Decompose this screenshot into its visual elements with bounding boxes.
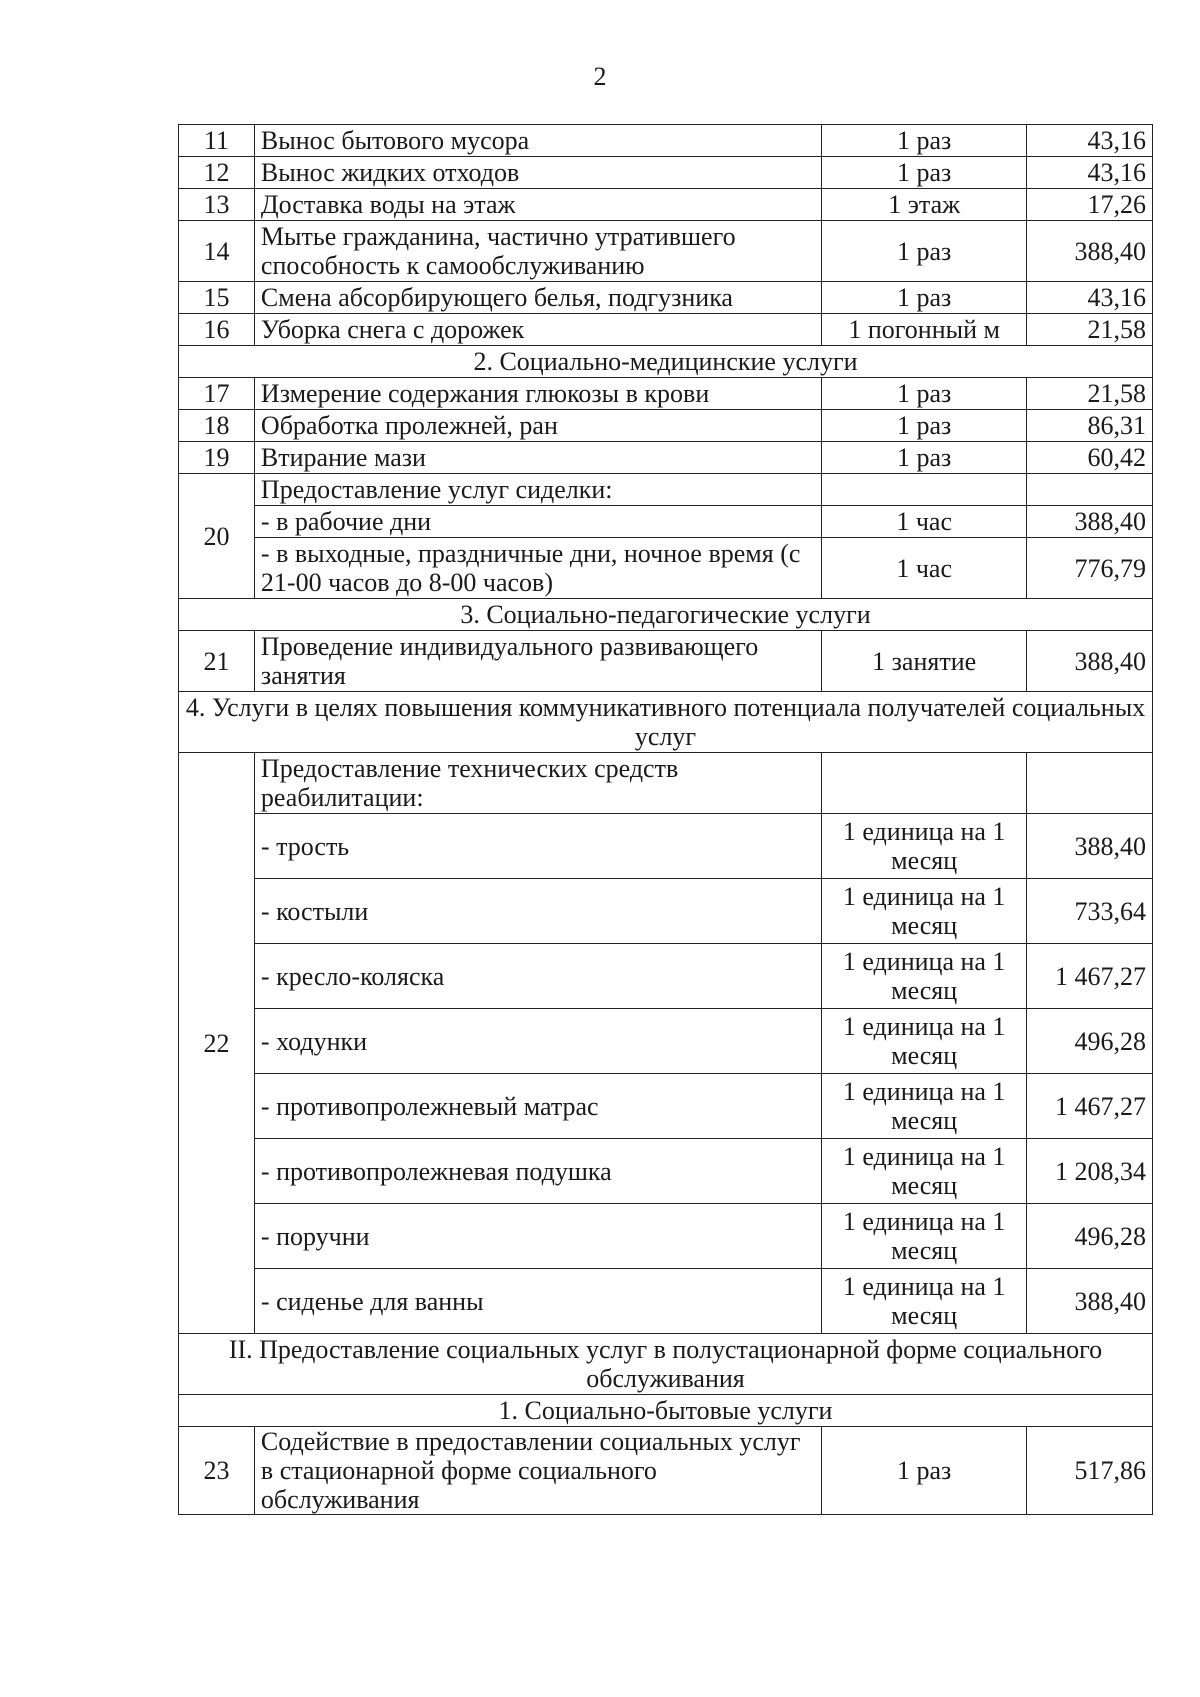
service-unit: 1 единица на 1 месяц xyxy=(822,879,1027,944)
service-price: 496,28 xyxy=(1027,1009,1153,1074)
table-row xyxy=(179,814,1153,879)
service-price: 517,86 xyxy=(1027,1427,1153,1515)
section-row xyxy=(179,599,1153,631)
service-name: Измерение содержания глюкозы в крови xyxy=(254,378,821,410)
row-number: 17 xyxy=(179,378,255,410)
service-unit: 1 единица на 1 месяц xyxy=(822,814,1027,879)
row-number: 11 xyxy=(179,125,255,157)
table-row xyxy=(179,282,1153,314)
row-number: 12 xyxy=(179,157,255,189)
table-row xyxy=(179,631,1153,692)
service-price: 86,31 xyxy=(1027,410,1153,442)
service-unit: 1 единица на 1 месяц xyxy=(822,1139,1027,1204)
section-heading: 1. Социально-бытовые услуги xyxy=(179,1395,1153,1427)
section-row xyxy=(179,1395,1153,1427)
row-number: 22 xyxy=(179,753,255,1334)
service-unit: 1 раз xyxy=(822,125,1027,157)
service-name: Вынос бытового мусора xyxy=(254,125,821,157)
table-row xyxy=(179,506,1153,538)
row-number: 15 xyxy=(179,282,255,314)
table-row xyxy=(179,189,1153,221)
service-unit: 1 раз xyxy=(822,1427,1027,1515)
service-name: Втирание мази xyxy=(254,442,821,474)
section-heading: 4. Услуги в целях повышения коммуникативного потенциала получателей социальных услуг xyxy=(179,692,1153,753)
service-price: 43,16 xyxy=(1027,125,1153,157)
service-unit: 1 раз xyxy=(822,282,1027,314)
service-name: Обработка пролежней, ран xyxy=(254,410,821,442)
section-row xyxy=(179,346,1153,378)
service-unit: 1 раз xyxy=(822,410,1027,442)
row-number: 21 xyxy=(179,631,255,692)
table-row xyxy=(179,221,1153,282)
service-price: 388,40 xyxy=(1027,814,1153,879)
service-unit: 1 раз xyxy=(822,442,1027,474)
service-price: 388,40 xyxy=(1027,506,1153,538)
service-name: Вынос жидких отходов xyxy=(254,157,821,189)
table-row xyxy=(179,753,1153,814)
service-price-empty xyxy=(1027,753,1153,814)
row-number: 18 xyxy=(179,410,255,442)
service-unit: 1 раз xyxy=(822,221,1027,282)
service-price: 21,58 xyxy=(1027,314,1153,346)
service-unit: 1 раз xyxy=(822,378,1027,410)
table-row xyxy=(179,474,1153,506)
service-subitem-name: - ходунки xyxy=(254,1009,821,1074)
service-price: 60,42 xyxy=(1027,442,1153,474)
service-subitem-name: - противопролежневый матрас xyxy=(254,1074,821,1139)
service-name: Уборка снега с дорожек xyxy=(254,314,821,346)
table-row xyxy=(179,157,1153,189)
section-row xyxy=(179,692,1153,753)
service-name: Проведение индивидуального развивающего занятия xyxy=(254,631,821,692)
table-row xyxy=(179,125,1153,157)
service-name: Мытье гражданина, частично утратившего способность к самообслуживанию xyxy=(254,221,821,282)
service-price: 733,64 xyxy=(1027,879,1153,944)
service-price-empty xyxy=(1027,474,1153,506)
service-price: 388,40 xyxy=(1027,631,1153,692)
service-unit: 1 единица на 1 месяц xyxy=(822,1269,1027,1334)
service-unit-empty xyxy=(822,474,1027,506)
service-price: 43,16 xyxy=(1027,157,1153,189)
service-price: 1 208,34 xyxy=(1027,1139,1153,1204)
service-unit: 1 раз xyxy=(822,157,1027,189)
table-row xyxy=(179,442,1153,474)
row-number: 16 xyxy=(179,314,255,346)
service-price: 388,40 xyxy=(1027,221,1153,282)
table-row xyxy=(179,1269,1153,1334)
service-unit: 1 час xyxy=(822,506,1027,538)
service-unit: 1 единица на 1 месяц xyxy=(822,1009,1027,1074)
service-unit: 1 этаж xyxy=(822,189,1027,221)
service-price: 1 467,27 xyxy=(1027,944,1153,1009)
table-row xyxy=(179,1139,1153,1204)
service-unit: 1 единица на 1 месяц xyxy=(822,944,1027,1009)
service-name: Доставка воды на этаж xyxy=(254,189,821,221)
table-row xyxy=(179,410,1153,442)
service-price: 43,16 xyxy=(1027,282,1153,314)
service-subitem-name: - противопролежневая подушка xyxy=(254,1139,821,1204)
row-number: 14 xyxy=(179,221,255,282)
service-unit-empty xyxy=(822,753,1027,814)
service-price: 21,58 xyxy=(1027,378,1153,410)
service-unit: 1 единица на 1 месяц xyxy=(822,1074,1027,1139)
service-subitem-name: - поручни xyxy=(254,1204,821,1269)
services-price-table xyxy=(178,124,1153,1515)
service-subitem-name: - костыли xyxy=(254,879,821,944)
section-row xyxy=(179,1334,1153,1395)
service-price: 1 467,27 xyxy=(1027,1074,1153,1139)
row-number: 23 xyxy=(179,1427,255,1515)
service-unit: 1 погонный м xyxy=(822,314,1027,346)
service-unit: 1 час xyxy=(822,538,1027,599)
service-name: Предоставление услуг сиделки: xyxy=(254,474,821,506)
table-row xyxy=(179,1009,1153,1074)
service-name: Смена абсорбирующего белья, подгузника xyxy=(254,282,821,314)
service-subitem-name: - в выходные, праздничные дни, ночное время (с 21-00 часов до 8-00 часов) xyxy=(254,538,821,599)
row-number: 13 xyxy=(179,189,255,221)
table-row xyxy=(179,314,1153,346)
service-price: 496,28 xyxy=(1027,1204,1153,1269)
service-subitem-name: - сиденье для ванны xyxy=(254,1269,821,1334)
service-subitem-name: - трость xyxy=(254,814,821,879)
service-unit: 1 занятие xyxy=(822,631,1027,692)
table-row xyxy=(179,538,1153,599)
row-number: 20 xyxy=(179,474,255,599)
section-heading: 2. Социально-медицинские услуги xyxy=(179,346,1153,378)
table-row xyxy=(179,879,1153,944)
section-heading: 3. Социально-педагогические услуги xyxy=(179,599,1153,631)
service-subitem-name: - в рабочие дни xyxy=(254,506,821,538)
table-row xyxy=(179,1427,1153,1515)
service-unit: 1 единица на 1 месяц xyxy=(822,1204,1027,1269)
table-row xyxy=(179,1204,1153,1269)
table-row xyxy=(179,1074,1153,1139)
service-price: 17,26 xyxy=(1027,189,1153,221)
service-price: 776,79 xyxy=(1027,538,1153,599)
table-row xyxy=(179,944,1153,1009)
service-price: 388,40 xyxy=(1027,1269,1153,1334)
service-name: Предоставление технических средств реабилитации: xyxy=(254,753,821,814)
service-name: Содействие в предоставлении социальных услуг в стационарной форме социального обслуживания xyxy=(254,1427,821,1515)
service-subitem-name: - кресло-коляска xyxy=(254,944,821,1009)
page-number: 2 xyxy=(593,62,607,91)
table-row xyxy=(179,378,1153,410)
row-number: 19 xyxy=(179,442,255,474)
section-heading: II. Предоставление социальных услуг в полустационарной форме социального обслуживания xyxy=(179,1334,1153,1395)
